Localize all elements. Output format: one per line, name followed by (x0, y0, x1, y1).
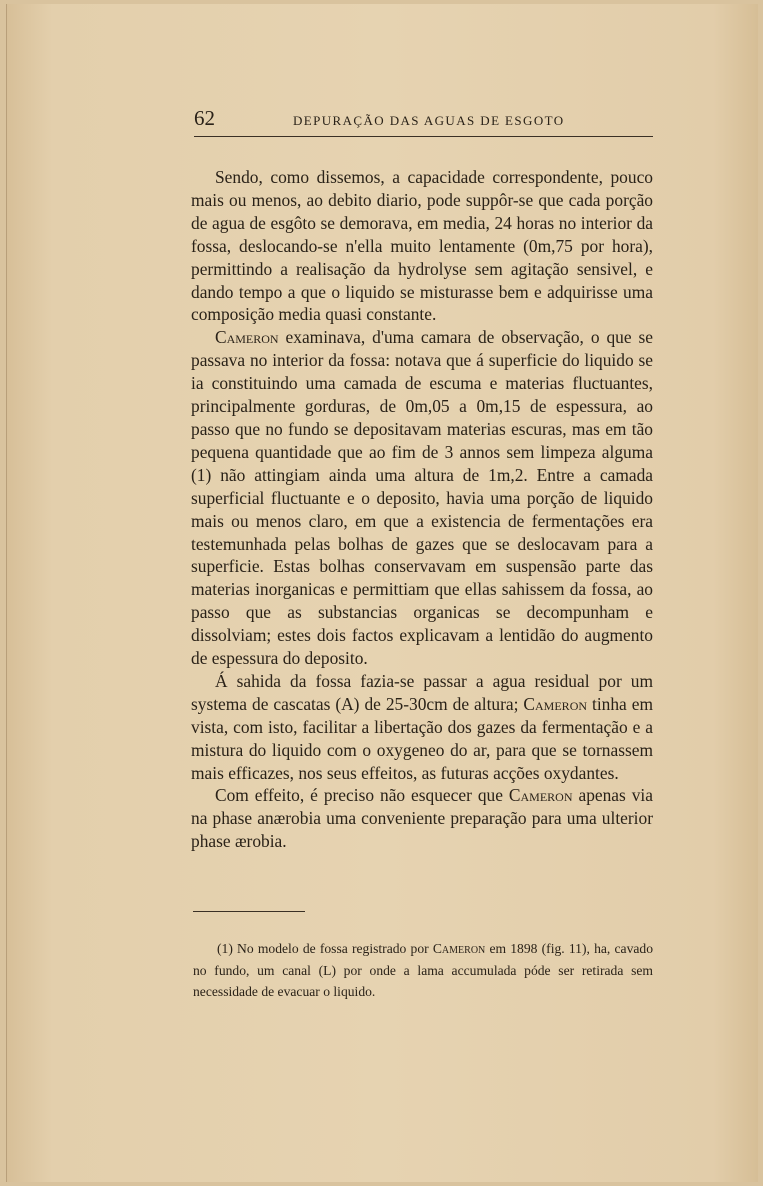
author-name: Cameron (215, 327, 279, 348)
author-name: Cameron (508, 785, 573, 806)
page-number: 62 (194, 106, 215, 130)
paragraph-1: Sendo, como dissemos, a capacidade correspondente, pouco mais ou menos, ao debito diario, pode suppôr-se que cada porção de agua de esgôto se demorava, em media, 24 horas no interior da fossa, deslocando-se n'ella muito lentamente (0m,75 por hora), permittindo a realisação da hydrolyse sem agitação sensivel, e dando tempo a que o liquido se misturasse bem e adquirisse uma composição media quasi constante. (191, 167, 653, 325)
running-title: DEPURAÇÃO DAS AGUAS DE ESGOTO (293, 113, 565, 128)
footnote-rule (193, 911, 305, 912)
author-name: Cameron (432, 941, 486, 956)
body-text (191, 166, 653, 853)
header-rule (194, 136, 653, 137)
paragraph-3: Á sahida da fossa fazia-se passar a agua residual por um systema de cascatas (A) de 25-30cm de altura; Cameron tinha em vista, com isto, facilitar a libertação dos gazes da fermentação e a mistura do liquido com o oxygeneo do ar, para que se tornassem mais efficazes, nos seus effeitos, as futuras acções oxydantes. (191, 670, 654, 783)
footnote: (1) No modelo de fossa registrado por Cameron em 1898 (fig. 11), ha, cavado no fundo, um canal (L) por onde a lama accumulada póde ser retirada sem necessidade de evacuar o liquido. (193, 941, 653, 999)
paragraph-4: Com effeito, é preciso não esquecer que Cameron apenas via na phase anærobia uma conveniente preparação para uma ulterior phase ærobia. (191, 785, 653, 852)
author-name: Cameron (523, 693, 588, 714)
paragraph-2: Cameron examinava, d'uma camara de observação, o que se passava no interior da fossa: notava que á superficie do liquido se ia constituindo uma camada de escuma e materias fluctuantes, principalmente gorduras, de 0m,05 a 0m,15 de espessura, ao passo que no fundo se depositavam materias escuras, mas em tão pequena quantidade que ao fim de 3 annos sem limpeza alguma (1) não attingiam ainda uma altura de 1m,2. Entre a camada superficial fluctuante e o deposito, havia uma porção de liquido mais ou menos claro, em que a existencia de fermentações era testemunhada pelas bolhas de gazes que se deslocavam para a superficie. Estas bolhas conservavam em suspensão parte das materias inorganicas e permittiam que ellas sahissem da fossa, ao passo que as substancias organicas se decompunham e dissolviam; estes dois factos explicavam a lentidão do augmento de espessura do deposito. (191, 327, 653, 669)
page-header (194, 104, 654, 134)
